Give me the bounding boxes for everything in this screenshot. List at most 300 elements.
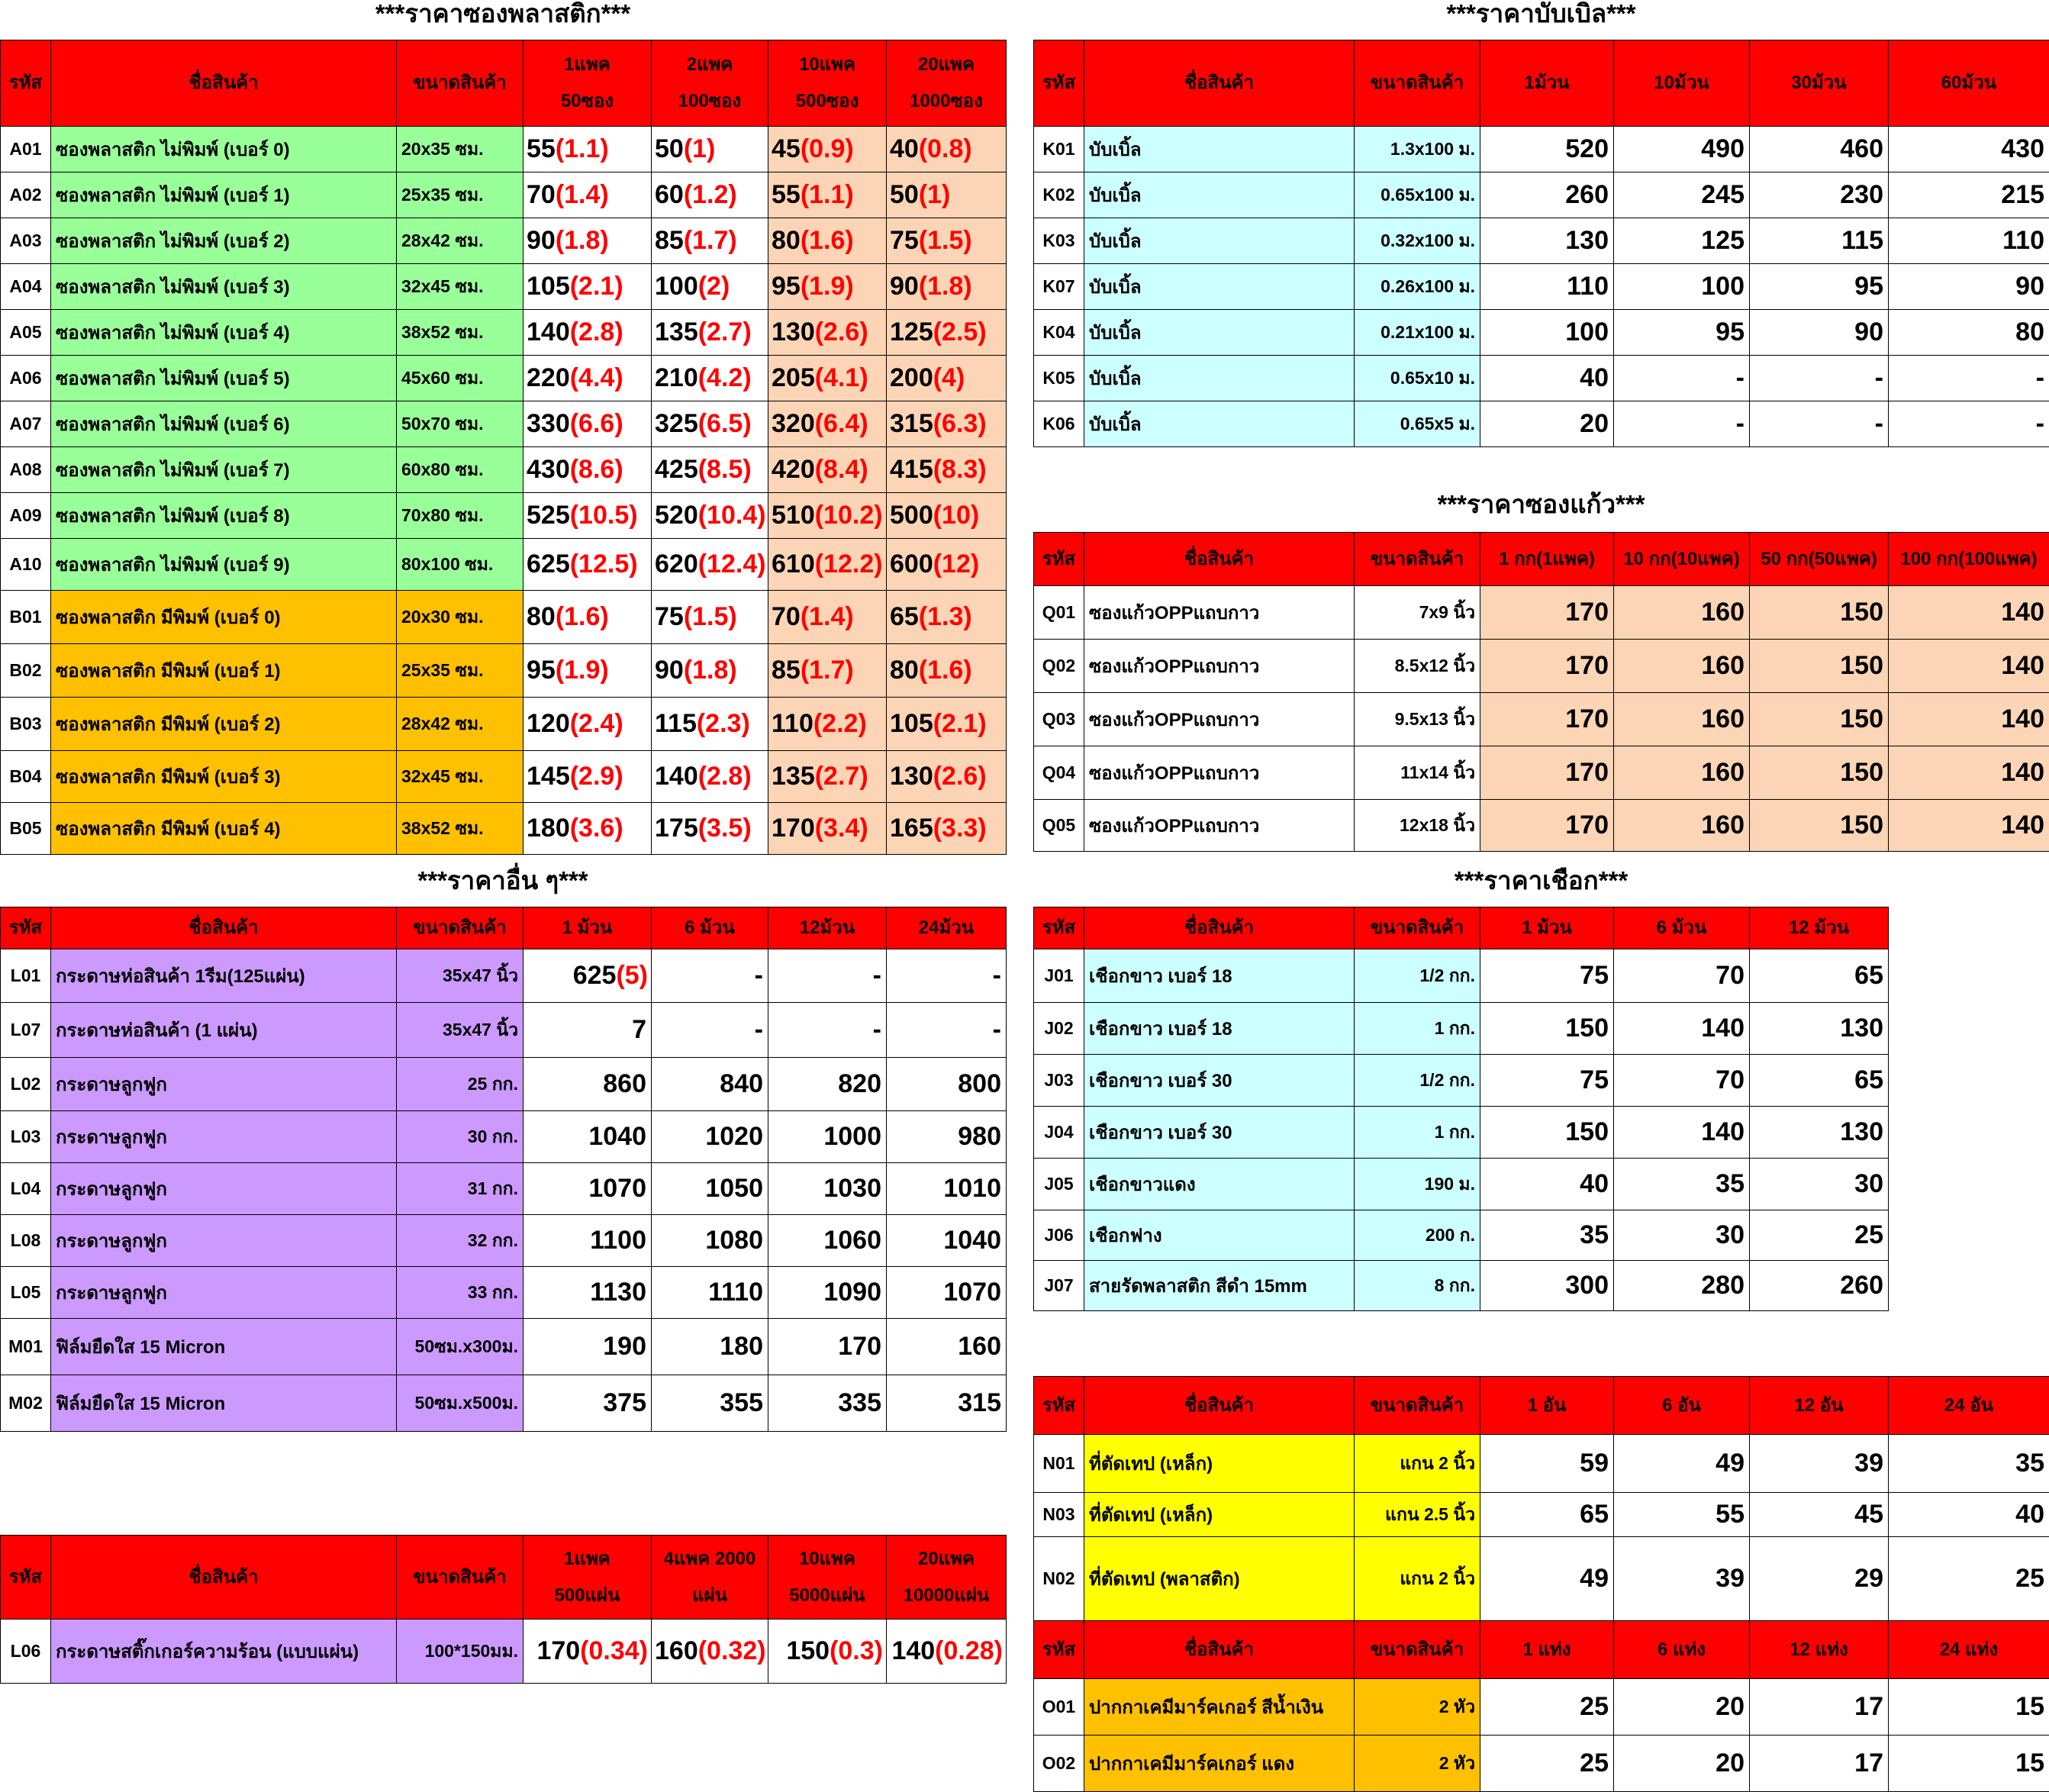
unit-price: (0.9): [801, 134, 854, 163]
price-value: 120: [527, 709, 570, 738]
product-code: N01: [1034, 1435, 1084, 1493]
column-header: 12ม้วน: [768, 907, 887, 949]
price-cell: 260: [1750, 1261, 1889, 1311]
unit-price: (0.32): [698, 1636, 766, 1665]
table-row: [1, 401, 1007, 447]
price-cell: [524, 401, 652, 447]
price-cell: [652, 172, 768, 218]
product-size: 2 หัว: [1355, 1679, 1480, 1736]
price-cell: 460: [1750, 127, 1889, 172]
price-value: 165: [890, 814, 933, 843]
table-row: [1, 264, 1007, 310]
price-cell: 140: [1614, 1107, 1750, 1159]
product-name: เชือกขาว เบอร์ 30: [1084, 1055, 1355, 1107]
product-size: 0.65x5 ม.: [1355, 401, 1480, 447]
price-cell: 160: [1614, 746, 1750, 800]
column-header: รหัส: [1034, 1621, 1084, 1679]
product-name: บับเบิ้ล: [1084, 127, 1355, 172]
price-value: 90: [655, 656, 684, 685]
price-cell: [652, 356, 768, 401]
price-cell: 150: [1750, 586, 1889, 640]
table-row: [1, 698, 1007, 751]
product-name: เชือกขาวแดง: [1084, 1159, 1355, 1210]
product-name: ซองพลาสติก ไม่พิมพ์ (เบอร์ 3): [51, 264, 397, 310]
table-row: [1034, 1055, 1889, 1107]
price-cell: 430: [1889, 127, 2049, 172]
price-value: 105: [527, 272, 570, 301]
price-cell: 30: [1750, 1159, 1889, 1210]
price-value: 40: [890, 134, 919, 163]
table-row: [1034, 640, 2049, 693]
column-header-line: 1แพค: [525, 1541, 649, 1578]
table-row: [1034, 586, 2049, 640]
unit-price: (2.6): [815, 317, 868, 346]
column-header-line: 10000แผ่น: [888, 1578, 1004, 1614]
price-value: 200: [890, 363, 933, 392]
product-code: N02: [1034, 1537, 1084, 1621]
product-code: L02: [1, 1058, 51, 1111]
product-size: 0.32x100 ม.: [1355, 218, 1480, 264]
table-row: [1034, 1493, 2049, 1537]
price-cell: 280: [1614, 1261, 1750, 1311]
product-size: 0.21x100 ม.: [1355, 310, 1480, 356]
product-size: 35x47 นิ้ว: [397, 949, 524, 1003]
price-cell: 75: [1480, 949, 1614, 1003]
unit-price: (1.5): [684, 602, 737, 631]
product-code: L04: [1, 1163, 51, 1215]
price-value: 75: [655, 602, 684, 631]
unit-price: (2.1): [570, 272, 623, 301]
price-cell: 170: [1480, 640, 1614, 693]
price-cell: 70: [1614, 1055, 1750, 1107]
column-header: ชื่อสินค้า: [1084, 533, 1355, 586]
price-cell: 7: [524, 1003, 652, 1058]
column-header: [524, 40, 652, 127]
unit-price: (3.4): [815, 814, 868, 843]
product-code: A09: [1, 493, 51, 539]
price-cell: 49: [1614, 1435, 1750, 1493]
column-header: ขนาดสินค้า: [1355, 40, 1480, 127]
price-cell: 35: [1614, 1159, 1750, 1210]
product-size: 80x100 ซม.: [397, 539, 524, 591]
product-name: บับเบิ้ล: [1084, 218, 1355, 264]
price-cell: [524, 264, 652, 310]
column-header: 12 อัน: [1750, 1377, 1889, 1435]
price-cell: 140: [1889, 586, 2049, 640]
price-cell: 65: [1750, 949, 1889, 1003]
unit-price: (2): [698, 272, 730, 301]
price-cell: 170: [768, 1319, 887, 1375]
column-header: รหัส: [1034, 907, 1084, 949]
product-size: 1/2 กก.: [1355, 1055, 1480, 1107]
table-row: [1034, 218, 2049, 264]
table-row: [1034, 1736, 2049, 1792]
sticker-price-table: [0, 1535, 1007, 1684]
price-cell: [524, 127, 652, 172]
price-cell: 160: [1614, 800, 1750, 852]
price-cell: 1100: [524, 1215, 652, 1267]
table-row: [1, 447, 1007, 493]
product-name: ซองแก้วOPPแถบกาว: [1084, 640, 1355, 693]
price-cell: [524, 218, 652, 264]
column-header: [652, 40, 768, 127]
price-value: 90: [527, 226, 556, 255]
product-name: บับเบิ้ล: [1084, 310, 1355, 356]
product-name: ซองพลาสติก ไม่พิมพ์ (เบอร์ 6): [51, 401, 397, 447]
product-size: 190 ม.: [1355, 1159, 1480, 1210]
price-cell: 140: [1889, 746, 2049, 800]
table-row: [1, 1058, 1007, 1111]
product-size: 1 กก.: [1355, 1107, 1480, 1159]
price-value: 130: [890, 762, 933, 791]
price-cell: [887, 401, 1007, 447]
unit-price: (0.34): [580, 1636, 648, 1665]
price-cell: 140: [1889, 693, 2049, 746]
unit-price: (10.2): [815, 501, 883, 530]
bubble-price-table: [1033, 40, 2049, 447]
product-code: K05: [1034, 356, 1084, 401]
product-code: B03: [1, 698, 51, 751]
price-cell: 70: [1614, 949, 1750, 1003]
unit-price: (1.4): [556, 180, 609, 209]
price-cell: 65: [1480, 1493, 1614, 1537]
price-value: 110: [772, 709, 813, 738]
price-cell: 29: [1750, 1537, 1889, 1621]
product-size: แกน 2.5 นิ้ว: [1355, 1493, 1480, 1537]
product-size: 50x70 ซม.: [397, 401, 524, 447]
unit-price: (4.2): [698, 363, 752, 392]
product-size: 50ซม.x500ม.: [397, 1375, 524, 1432]
table-row: [1034, 1210, 1889, 1261]
product-name: ซองพลาสติก ไม่พิมพ์ (เบอร์ 8): [51, 493, 397, 539]
product-code: J01: [1034, 949, 1084, 1003]
product-name: สายรัดพลาสติก สีดำ 15mm: [1084, 1261, 1355, 1311]
column-header: ขนาดสินค้า: [397, 40, 524, 127]
price-value: 500: [890, 501, 933, 530]
table-row: [1, 591, 1007, 644]
table-row: [1034, 1107, 1889, 1159]
column-header: 1 อัน: [1480, 1377, 1614, 1435]
column-header: [887, 40, 1007, 127]
product-name: กระดาษลูกฟูก: [51, 1163, 397, 1215]
price-cell: 20: [1614, 1679, 1750, 1736]
column-header: ชื่อสินค้า: [1084, 1377, 1355, 1435]
product-code: O01: [1034, 1679, 1084, 1736]
product-name: กระดาษลูกฟูก: [51, 1215, 397, 1267]
column-header: 6 ม้วน: [1614, 907, 1750, 949]
price-cell: [768, 264, 887, 310]
price-cell: 980: [887, 1111, 1007, 1163]
price-cell: 315: [887, 1375, 1007, 1432]
price-value: 610: [772, 550, 815, 579]
unit-price: (2.8): [698, 762, 752, 791]
price-value: 90: [890, 272, 919, 301]
product-name: กระดาษห่อสินค้า 1รีม(125แผ่น): [51, 949, 397, 1003]
price-cell: [524, 539, 652, 591]
price-cell: [524, 803, 652, 855]
table-row: [1, 751, 1007, 803]
price-value: 80: [890, 656, 919, 685]
table-row: [1034, 1679, 2049, 1736]
price-cell: 1060: [768, 1215, 887, 1267]
product-code: L01: [1, 949, 51, 1003]
column-header: ชื่อสินค้า: [51, 1536, 397, 1620]
product-code: L07: [1, 1003, 51, 1058]
table-row: [1034, 1537, 2049, 1621]
column-header: รหัส: [1, 907, 51, 949]
price-cell: 335: [768, 1375, 887, 1432]
price-cell: 110: [1480, 264, 1614, 310]
price-value: 95: [772, 272, 801, 301]
price-cell: 130: [1480, 218, 1614, 264]
column-header: ชื่อสินค้า: [51, 907, 397, 949]
price-cell: 65: [1750, 1055, 1889, 1107]
table-row: [1, 1319, 1007, 1375]
product-name: เชือกฟาง: [1084, 1210, 1355, 1261]
product-name: บับเบิ้ล: [1084, 401, 1355, 447]
unit-price: (4.4): [570, 363, 623, 392]
price-cell: 125: [1614, 218, 1750, 264]
price-cell: [524, 356, 652, 401]
price-cell: 355: [652, 1375, 768, 1432]
product-size: 7x9 นิ้ว: [1355, 586, 1480, 640]
column-header: ขนาดสินค้า: [1355, 907, 1480, 949]
price-value: 95: [527, 656, 556, 685]
table-row: [1034, 800, 2049, 852]
price-value: 510: [772, 501, 815, 530]
price-value: 100: [655, 272, 698, 301]
price-cell: [768, 751, 887, 803]
product-size: 60x80 ซม.: [397, 447, 524, 493]
product-name: ซองแก้วOPPแถบกาว: [1084, 746, 1355, 800]
price-cell: [524, 447, 652, 493]
product-code: J04: [1034, 1107, 1084, 1159]
unit-price: (1.6): [801, 226, 854, 255]
unit-price: (2.4): [570, 709, 623, 738]
header-row: [1034, 40, 2049, 127]
price-cell: -: [1889, 356, 2049, 401]
table-row: [1034, 1261, 1889, 1311]
column-header-line: 20แพค: [888, 1541, 1004, 1578]
price-cell: [652, 401, 768, 447]
unit-price: (0.8): [919, 134, 972, 163]
price-cell: [652, 447, 768, 493]
column-header: 50 กก(50แพค): [1750, 533, 1889, 586]
product-code: K02: [1034, 172, 1084, 218]
price-cell: [652, 698, 768, 751]
price-value: 150: [786, 1636, 830, 1665]
product-size: 28x42 ซม.: [397, 218, 524, 264]
price-value: 220: [527, 363, 570, 392]
product-size: แกน 2 นิ้ว: [1355, 1435, 1480, 1493]
unit-price: (2.5): [933, 317, 987, 346]
unit-price: (1.6): [556, 602, 609, 631]
column-header: ชื่อสินค้า: [51, 40, 397, 127]
price-cell: 1040: [524, 1111, 652, 1163]
price-value: 130: [772, 317, 815, 346]
price-value: 625: [527, 550, 570, 579]
other-price-table: [0, 907, 1007, 1432]
column-header: [887, 1536, 1007, 1620]
price-cell: 80: [1889, 310, 2049, 356]
column-header: 60ม้วน: [1889, 40, 2049, 127]
price-cell: [887, 698, 1007, 751]
table-row: [1, 644, 1007, 698]
unit-price: (1.1): [556, 134, 609, 163]
product-size: 100*150มม.: [397, 1620, 524, 1684]
price-value: 170: [772, 814, 815, 843]
table-row: [1, 218, 1007, 264]
product-name: ซองพลาสติก มีพิมพ์ (เบอร์ 0): [51, 591, 397, 644]
product-name: กระดาษห่อสินค้า (1 แผ่น): [51, 1003, 397, 1058]
price-cell: [768, 218, 887, 264]
price-cell: [887, 310, 1007, 356]
price-value: 210: [655, 363, 698, 392]
product-size: 200 ก.: [1355, 1210, 1480, 1261]
unit-price: (1.8): [556, 226, 609, 255]
price-cell: [652, 264, 768, 310]
price-cell: 160: [1614, 693, 1750, 746]
price-cell: [768, 172, 887, 218]
column-header-line: 2แพค: [653, 47, 766, 83]
product-code: J02: [1034, 1003, 1084, 1055]
product-code: Q05: [1034, 800, 1084, 852]
product-code: A03: [1, 218, 51, 264]
product-code: A07: [1, 401, 51, 447]
price-cell: 25: [1480, 1679, 1614, 1736]
product-name: ที่ตัดเทป (เหล็ก): [1084, 1493, 1355, 1537]
price-cell: [524, 172, 652, 218]
glass-envelope-price-table: [1033, 532, 2049, 852]
plastic-title: ***ราคาซองพลาสติก***: [0, 0, 1006, 29]
product-size: 70x80 ซม.: [397, 493, 524, 539]
product-size: 1 กก.: [1355, 1003, 1480, 1055]
product-name: ซองพลาสติก มีพิมพ์ (เบอร์ 1): [51, 644, 397, 698]
product-code: L05: [1, 1267, 51, 1319]
table-row: [1, 493, 1007, 539]
table-row: [1034, 401, 2049, 447]
price-value: 600: [890, 550, 933, 579]
product-size: 32x45 ซม.: [397, 751, 524, 803]
price-cell: [652, 751, 768, 803]
unit-price: (1.5): [919, 226, 972, 255]
price-cell: 490: [1614, 127, 1750, 172]
price-cell: [524, 949, 652, 1003]
unit-price: (6.3): [933, 409, 987, 438]
price-cell: 1130: [524, 1267, 652, 1319]
table-row: [1, 949, 1007, 1003]
price-cell: 1020: [652, 1111, 768, 1163]
price-cell: [887, 218, 1007, 264]
price-cell: 130: [1750, 1107, 1889, 1159]
price-cell: [652, 644, 768, 698]
price-cell: [887, 447, 1007, 493]
column-header: ชื่อสินค้า: [1084, 907, 1355, 949]
price-cell: 245: [1614, 172, 1750, 218]
product-size: 31 กก.: [397, 1163, 524, 1215]
product-code: L06: [1, 1620, 51, 1684]
price-value: 320: [772, 409, 815, 438]
price-cell: [652, 1620, 768, 1684]
unit-price: (1.8): [919, 272, 972, 301]
column-header-line: 10แพค: [770, 1541, 884, 1578]
price-value: 145: [527, 762, 570, 791]
column-header: 24 แท่ง: [1889, 1621, 2049, 1679]
table-row: [1034, 693, 2049, 746]
product-size: 1/2 กก.: [1355, 949, 1480, 1003]
price-cell: [652, 218, 768, 264]
column-header-line: 20แพค: [888, 47, 1004, 83]
price-cell: [887, 356, 1007, 401]
product-size: 28x42 ซม.: [397, 698, 524, 751]
unit-price: (3.6): [570, 814, 623, 843]
table-row: [1, 1375, 1007, 1432]
product-size: 25x35 ซม.: [397, 644, 524, 698]
price-cell: [652, 591, 768, 644]
column-header: 1 แท่ง: [1480, 1621, 1614, 1679]
product-size: 33 กก.: [397, 1267, 524, 1319]
price-cell: [887, 803, 1007, 855]
product-name: เชือกขาว เบอร์ 18: [1084, 949, 1355, 1003]
unit-price: (2.2): [813, 709, 867, 738]
product-name: ซองพลาสติก ไม่พิมพ์ (เบอร์ 0): [51, 127, 397, 172]
price-cell: [768, 447, 887, 493]
price-value: 175: [655, 814, 698, 843]
price-cell: [768, 539, 887, 591]
product-name: ซองพลาสติก ไม่พิมพ์ (เบอร์ 2): [51, 218, 397, 264]
unit-price: (4): [933, 363, 965, 392]
product-size: 1.3x100 ม.: [1355, 127, 1480, 172]
price-cell: 160: [1614, 640, 1750, 693]
price-cell: -: [1750, 356, 1889, 401]
table-row: [1034, 127, 2049, 172]
price-cell: [887, 127, 1007, 172]
price-cell: [652, 803, 768, 855]
column-header: [524, 1536, 652, 1620]
price-cell: [887, 493, 1007, 539]
product-size: แกน 2 นิ้ว: [1355, 1537, 1480, 1621]
product-size: 0.65x100 ม.: [1355, 172, 1480, 218]
product-code: K01: [1034, 127, 1084, 172]
price-value: 625: [573, 961, 617, 990]
price-cell: [652, 539, 768, 591]
table-row: [1, 1215, 1007, 1267]
product-name: ซองพลาสติก ไม่พิมพ์ (เบอร์ 4): [51, 310, 397, 356]
price-value: 85: [772, 656, 801, 685]
column-header: 12 ม้วน: [1750, 907, 1889, 949]
column-header-line: 10แพค: [770, 47, 884, 83]
unit-price: (1.9): [556, 656, 609, 685]
table-row: [1, 172, 1007, 218]
price-value: 50: [655, 134, 684, 163]
price-cell: 170: [1480, 586, 1614, 640]
price-cell: 1110: [652, 1267, 768, 1319]
marker-price-table: [1033, 1620, 2049, 1792]
header-row: [1034, 1621, 2049, 1679]
product-code: B02: [1, 644, 51, 698]
product-name: ปากกาเคมีมาร์คเกอร์ แดง: [1084, 1736, 1355, 1792]
column-header: ขนาดสินค้า: [1355, 533, 1480, 586]
column-header: ขนาดสินค้า: [1355, 1377, 1480, 1435]
product-name: ซองแก้วOPPแถบกาว: [1084, 586, 1355, 640]
price-cell: [768, 127, 887, 172]
unit-price: (1.8): [684, 656, 737, 685]
product-name: ซองพลาสติก มีพิมพ์ (เบอร์ 3): [51, 751, 397, 803]
price-cell: 375: [524, 1375, 652, 1432]
product-code: Q04: [1034, 746, 1084, 800]
product-size: 0.26x100 ม.: [1355, 264, 1480, 310]
price-cell: 150: [1480, 1107, 1614, 1159]
